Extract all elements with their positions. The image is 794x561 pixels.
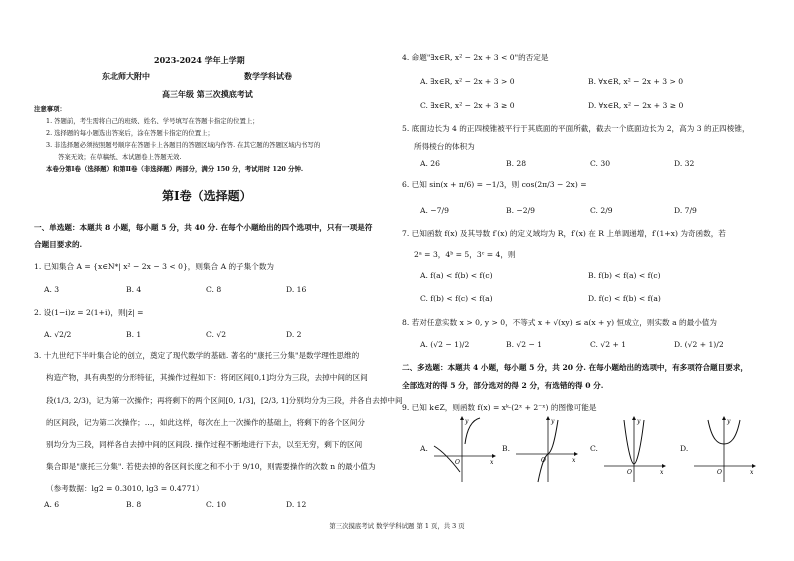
axis-label-x: x [660,469,664,476]
notes-title: 注意事项： [34,105,66,113]
q6-option-b[interactable]: B. −2/9 [506,206,535,215]
q3-line: 别均分为三段，同样各自去掉中间的区间段. 操作过程不断地进行下去，以至无穷，剩下的区间 [46,440,363,449]
exam-summary: 本卷分第Ⅰ卷（选择题）和第Ⅱ卷（非选择题）两部分，满分 150 分，考试用时 120 分钟. [46,165,304,173]
q1-option-b[interactable]: B. 4 [126,285,142,294]
section1-heading: 一、单选题：本题共 8 小题，每小题 5 分，共 40 分. 在每个小题给出的四个选项中，只有一项是符 [34,223,373,232]
q3-option-c[interactable]: C. 10 [206,500,227,509]
q2-option-c[interactable]: C. √2 [206,330,227,339]
q5-option-c[interactable]: C. 30 [590,159,611,168]
origin-label: O [627,469,632,476]
q6-stem: 6. 已知 sin(x + π/6) = −1/3，则 cos(2π/3 − 2x) = [402,180,587,189]
q4-option-a[interactable]: A. ∃x∈R, x² − 2x + 3 > 0 [420,77,515,86]
axis-label-x: x [750,469,754,476]
q6-option-a[interactable]: A. −7/9 [420,206,449,215]
q5-line: 所得棱台的体积为 [414,142,475,151]
exam-title: 高三年级 第三次摸底考试 [162,89,253,99]
q9-option-c[interactable]: C. [590,444,598,453]
q7-option-a[interactable]: A. f(a) < f(b) < f(c) [420,271,493,280]
q9-option-b[interactable]: B. [502,444,510,453]
q4-option-d[interactable]: D. ∀x∈R, x² − 2x + 3 ≥ 0 [588,101,684,110]
q9-graph-b [514,414,578,484]
q4-option-b[interactable]: B. ∀x∈R, x² − 2x + 3 > 0 [588,77,684,86]
note-item: 3. 非选择题必须按照题号顺序在答题卡上各题目的答题区域内作答. 在其它题的答题区域内书写的 [46,141,321,149]
note-item: 答案无效；在草稿纸、本试题卷上答题无效. [58,153,182,161]
axis-label-y: y [551,418,555,425]
school-name: 东北师大附中 [102,71,150,81]
q9-graph-d [692,414,756,484]
q9-graph-c [602,414,666,484]
axis-label-y: y [637,418,641,425]
q5-line: 5. 底面边长为 4 的正四棱锥被平行于其底面的平面所截，截去一个底面边长为 2，高为 3 的正四棱锥， [402,124,750,133]
q4-option-c[interactable]: C. ∃x∈R, x² − 2x + 3 ≥ 0 [420,101,515,110]
q1-stem: 1. 已知集合 A = {x∈N*| x² − 2x − 3 < 0}，则集合 A 的子集个数为 [34,262,275,271]
q7-option-b[interactable]: B. f(b) < f(a) < f(c) [588,271,661,280]
q9-stem: 9. 已知 k∈Z，则函数 f(x) = xᵏ·(2ˣ + 2⁻ˣ) 的图像可能是 [402,403,597,412]
q7-line: 2ᵃ = 3，4ᵇ = 5，3ᶜ = 4，则 [414,250,516,259]
axis-label-x: x [572,457,576,464]
origin-label: O [455,459,460,466]
school-year: 2023-2024 学年上学期 [154,55,245,65]
q9-graph-a [432,414,496,484]
axis-label-y: y [465,418,469,425]
q7-line: 7. 已知函数 f(x) 及其导数 f′(x) 的定义域均为 R，f′(x) 在 R 上单调递增，f′(1+x) 为奇函数，若 [402,229,726,238]
q6-option-d[interactable]: D. 7/9 [674,206,697,215]
q7-option-d[interactable]: D. f(c) < f(b) < f(a) [588,294,661,303]
section2-heading-cont: 全部选对的得 5 分，部分选对的得 2 分，有选错的得 0 分. [402,381,604,390]
q2-option-b[interactable]: B. 1 [126,330,142,339]
q5-option-b[interactable]: B. 28 [506,159,527,168]
q2-option-d[interactable]: D. 2 [286,330,302,339]
part1-title: 第Ⅰ卷（选择题） [162,189,252,203]
q3-option-a[interactable]: A. 6 [44,500,60,509]
section2-heading: 二、多选题：本题共 4 小题，每小题 5 分，共 20 分. 在每小题给出的选项中，有多项符合题目要求， [402,363,749,372]
q3-line: 构造产物，具有典型的分形特征，其操作过程如下：将闭区间[0,1]均分为三段，去掉中间的区间 [46,373,368,382]
q2-option-a[interactable]: A. √2/2 [44,330,72,339]
origin-label: O [541,457,546,464]
section1-heading-cont: 合题目要求的. [34,240,83,249]
q3-reference: （参考数据：lg2 = 0.3010, lg3 = 0.4771） [46,484,204,493]
q8-option-a[interactable]: A. (√2 − 1)/2 [420,340,470,349]
q8-stem: 8. 若对任意实数 x > 0, y > 0，不等式 x + √(xy) ≤ a(x + y) 恒成立，则实数 a 的最小值为 [402,318,717,327]
axis-label-x: x [490,459,494,466]
q8-option-d[interactable]: D. (√2 + 1)/2 [674,340,724,349]
q4-stem: 4. 命题"∃x∈R, x² − 2x + 3 < 0"的否定是 [402,53,549,62]
axis-label-y: y [727,418,731,425]
q3-option-b[interactable]: B. 8 [126,500,142,509]
q9-option-d[interactable]: D. [680,444,689,453]
q5-option-d[interactable]: D. 32 [674,159,695,168]
q7-option-c[interactable]: C. f(b) < f(c) < f(a) [420,294,493,303]
q8-option-b[interactable]: B. √2 − 1 [506,340,543,349]
q1-option-a[interactable]: A. 3 [44,285,60,294]
q3-line: 段(1/3, 2/3)，记为第一次操作；再将剩下的两个区间[0, 1/3]，[2/3, 1]分别均分为三段，并各自去掉中间 [46,396,403,405]
q9-option-a[interactable]: A. [420,444,428,453]
q8-option-c[interactable]: C. √2 + 1 [590,340,627,349]
subject-title: 数学学科试卷 [244,71,292,81]
q2-stem: 2. 设(1−i)z = 2(1+i)，则|z̄| = [34,308,144,317]
origin-label: O [717,469,722,476]
q1-option-c[interactable]: C. 8 [206,285,222,294]
q3-line: 集合即是"康托三分集". 若使去掉的各区间长度之和不小于 9/10，则需要操作的次数 n 的最小值为 [46,462,376,471]
q3-line: 3. 十九世纪下半叶集合论的创立，奠定了现代数学的基础. 著名的"康托三分集"是数学理性思维的 [34,351,360,360]
page-footer: 第三次摸底考试 数学学科试题 第 1 页，共 3 页 [329,522,465,530]
q1-option-d[interactable]: D. 16 [286,285,307,294]
q3-line: 的区间段，记为第二次操作；…，如此这样，每次在上一次操作的基础上，将剩下的各个区间分 [46,418,365,427]
note-item: 2. 选择题的每小题选出答案后，涂在答题卡指定的位置上； [46,129,214,137]
q6-option-c[interactable]: C. 2/9 [590,206,613,215]
q5-option-a[interactable]: A. 26 [420,159,440,168]
note-item: 1. 答题前，考生需将自己的班级、姓名、学号填写在答题卡指定的位置上； [46,117,259,125]
q3-option-d[interactable]: D. 12 [286,500,307,509]
